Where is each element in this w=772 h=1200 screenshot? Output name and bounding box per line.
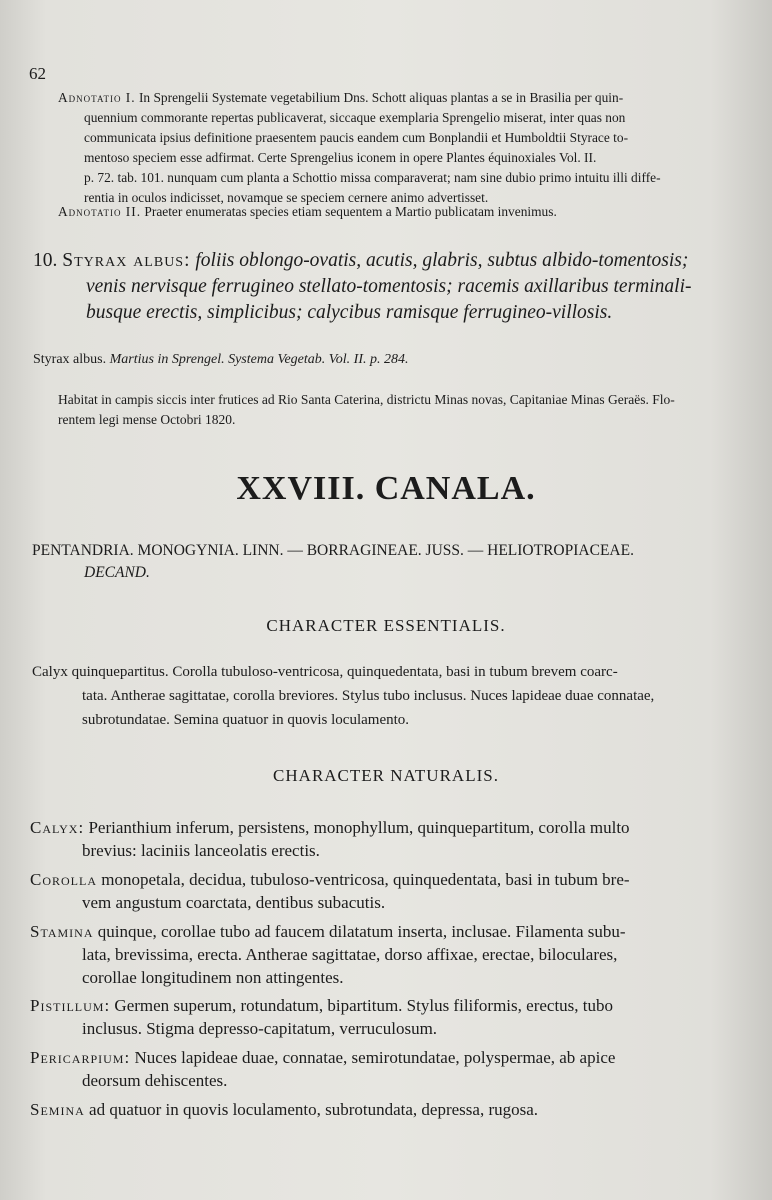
natural-calyx-label: Calyx:	[30, 818, 85, 837]
chapter-title: XXVIII. CANALA.	[236, 470, 536, 507]
natural-pistillum-line-2: inclusus. Stigma depresso-capitatum, verruculosum.	[82, 1019, 438, 1038]
natural-stamina-line-1: quinque, corollae tubo ad faucem dilatatum inserta, inclusae. Filamenta subu-	[97, 922, 626, 941]
natural-stamina-line-3: corollae longitudinem non attingentes.	[82, 968, 344, 987]
natural-pistillum	[30, 994, 748, 1040]
annotation-1-line-5: p. 72. tab. 101. nunquam cum planta a Schottio missa comparaverat; nam sine dubio primo intuitu illi diffe-	[84, 170, 661, 185]
essential-line-1: Calyx quinquepartitus. Corolla tubuloso-ventricosa, quinquedentata, basi in tubum brevem coarc-	[32, 664, 618, 680]
annotation-1	[58, 88, 748, 208]
essential-line-2: tata. Antherae sagittatae, corolla breviores. Stylus tubo inclusus. Nuces lapideae duae connatae,	[82, 688, 655, 704]
species-diagnosis-line-3: busque erectis, simplicibus; calycibus ramisque ferrugineo-villosis.	[86, 302, 613, 323]
natural-calyx-line-1: Perianthium inferum, persistens, monophyllum, quinquepartitum, corolla multo	[88, 818, 630, 837]
natural-stamina-line-2: lata, brevissima, erecta. Antherae sagittatae, dorso affixae, erectae, biloculares,	[82, 945, 618, 964]
species-description	[33, 248, 763, 326]
natural-pistillum-line-1: Germen superum, rotundatum, bipartitum. Stylus filiformis, erectus, tubo	[114, 996, 614, 1015]
annotation-1-line-2: quennium commorante repertas publicaverat, siccaque exemplaria Sprengelio miserat, inter quas non	[84, 110, 626, 125]
essential-character	[32, 660, 747, 732]
natural-corolla-line-1: monopetala, decidua, tubuloso-ventricosa, quinquedentata, basi in tubum bre-	[101, 870, 630, 889]
species-number: 10.	[33, 250, 58, 271]
natural-semina-label: Semina	[30, 1100, 85, 1119]
natural-calyx-line-2: brevius: laciniis lanceolatis erectis.	[82, 841, 320, 860]
species-reference	[33, 352, 409, 368]
natural-calyx	[30, 816, 748, 862]
reference-citation: Martius in Sprengel. Systema Vegetab. Vol. II. p. 284.	[109, 352, 409, 367]
habitat-line-2: rentem legi mense Octobri 1820.	[58, 412, 236, 427]
natural-corolla-label: Corolla	[30, 870, 98, 889]
habitat-line-1: Habitat in campis siccis inter frutices ad Rio Santa Caterina, districtu Minas novas, Capitaniae Minas Geraës. Flo-	[58, 392, 675, 407]
page-number: 62	[29, 64, 46, 83]
essential-line-3: subrotundatae. Semina quatuor in quovis loculamento.	[82, 712, 410, 728]
natural-semina-line-1: ad quatuor in quovis loculamento, subrotundata, depressa, rugosa.	[89, 1100, 539, 1119]
classification	[32, 540, 752, 584]
annotation-2-label: Adnotatio II.	[58, 204, 142, 219]
natural-pericarpium-line-1: Nuces lapideae duae, connatae, semirotundatae, polyspermae, ab apice	[134, 1048, 616, 1067]
classification-line-1: PENTANDRIA. MONOGYNIA. LINN. — BORRAGINEAE. JUSS. — HELIOTROPIACEAE.	[32, 542, 634, 559]
annotation-1-line-1: In Sprengelii Systemate vegetabilium Dns. Schott aliquas plantas a se in Brasilia per quin-	[138, 90, 624, 105]
annotation-1-line-4: mentoso speciem esse adfirmat. Certe Sprengelius iconem in opere Plantes équinoxiales Vol. II.	[84, 150, 597, 165]
natural-pericarpium	[30, 1046, 748, 1092]
annotation-1-label: Adnotatio I.	[58, 90, 136, 105]
species-name: Styrax albus:	[62, 250, 191, 271]
natural-corolla	[30, 868, 748, 914]
natural-stamina	[30, 920, 748, 989]
annotation-1-line-3: communicata ipsius definitione praesentem paucis eandem cum Bonplandii et Humboldtii Styrace to-	[84, 130, 629, 145]
reference-name: Styrax albus.	[33, 352, 107, 367]
annotation-2	[58, 202, 748, 222]
essential-heading: CHARACTER ESSENTIALIS.	[266, 616, 506, 635]
species-diagnosis-line-2: venis nervisque ferrugineo stellato-tomentosis; racemis axillaribus terminali-	[86, 276, 692, 297]
habitat-note	[58, 390, 748, 430]
natural-pericarpium-label: Pericarpium:	[30, 1048, 131, 1067]
classification-line-2: DECAND.	[84, 564, 150, 581]
species-diagnosis-line-1: foliis oblongo-ovatis, acutis, glabris, subtus albido-tomentosis;	[195, 250, 689, 271]
natural-heading: CHARACTER NATURALIS.	[273, 766, 499, 785]
natural-corolla-line-2: vem angustum coarctata, dentibus subacutis.	[82, 893, 386, 912]
natural-stamina-label: Stamina	[30, 922, 94, 941]
annotation-2-text: Praeter enumeratas species etiam sequentem a Martio publicatam invenimus.	[144, 204, 557, 219]
natural-semina	[30, 1098, 748, 1121]
natural-pericarpium-line-2: deorsum dehiscentes.	[82, 1071, 228, 1090]
natural-pistillum-label: Pistillum:	[30, 996, 111, 1015]
annotation-1-line-6: rentia in oculos indicisset, novamque se speciem cernere animo advertisset.	[84, 190, 489, 205]
